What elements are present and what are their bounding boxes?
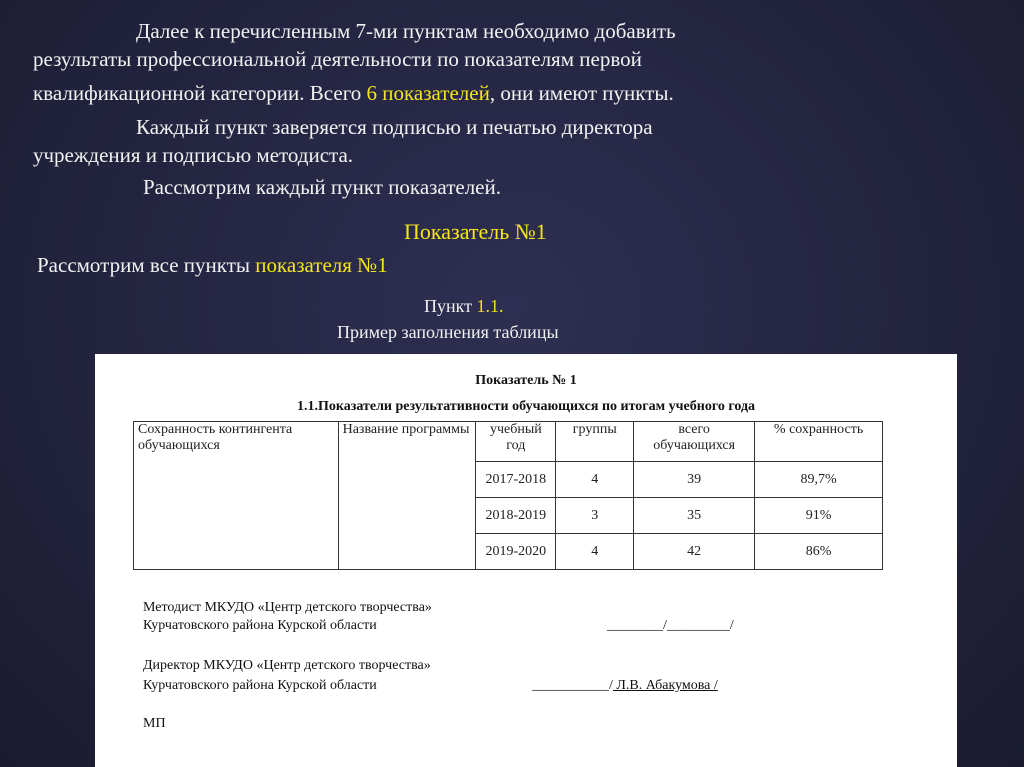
header-year: учебный год [476, 422, 556, 462]
director-signature [532, 677, 718, 695]
table-header-row [134, 422, 883, 462]
row-total: 42 [634, 534, 755, 570]
row-total: 39 [634, 462, 755, 498]
intro-line-3-end: , они имеют пункты. [489, 81, 674, 105]
row-year: 2018-2019 [476, 498, 556, 534]
row-total: 35 [634, 498, 755, 534]
row-year: 2019-2020 [476, 534, 556, 570]
intro-line-2: результаты профессиональной деятельности по показателям первой [33, 47, 642, 71]
point-number: 1.1. [476, 296, 504, 316]
document-subtitle: 1.1.Показатели результативности обучающихся по итогам учебного года [296, 399, 756, 414]
intro-line-5: учреждения и подписью методиста. [33, 143, 354, 167]
methodist-signature: ________/_________/ [607, 618, 734, 633]
indicator-heading: Показатель №1 [404, 219, 547, 244]
header-program: Название программы [338, 422, 476, 570]
row-groups: 4 [556, 462, 634, 498]
intro-line-4: Каждый пункт заверяется подписью и печатью директора [136, 115, 653, 139]
director-line-1: Директор МКУДО «Центр детского творчества» [143, 658, 431, 673]
intro-line-1: Далее к перечисленным 7-ми пунктам необходимо добавить [136, 19, 676, 43]
header-percent: % сохранность [755, 422, 883, 462]
stamp-label: МП [143, 716, 166, 731]
row-groups: 4 [556, 534, 634, 570]
subheading [37, 252, 388, 278]
methodist-line-1: Методист МКУДО «Центр детского творчества» [143, 600, 432, 615]
director-signature-name: Л.В. Абакумова / [612, 678, 718, 693]
row-year: 2017-2018 [476, 462, 556, 498]
intro-line-3 [33, 80, 674, 106]
row-percent: 86% [755, 534, 883, 570]
header-total: всего обучающихся [634, 422, 755, 462]
intro-highlight: 6 показателей [366, 81, 490, 105]
document-image [95, 354, 957, 767]
row-percent: 91% [755, 498, 883, 534]
point-label [424, 295, 504, 317]
intro-line-3-text: квалификационной категории. Всего [33, 81, 367, 105]
document-title: Показатель № 1 [475, 373, 577, 388]
director-line-2: Курчатовского района Курской области [143, 678, 377, 693]
subheading-highlight: показателя №1 [255, 253, 388, 277]
row-percent: 89,7% [755, 462, 883, 498]
header-contingent: Сохранность контингента обучающихся [134, 422, 339, 570]
header-groups: группы [556, 422, 634, 462]
methodist-line-2: Курчатовского района Курской области [143, 618, 377, 633]
performance-table [133, 421, 883, 570]
point-caption: Пример заполнения таблицы [337, 322, 559, 342]
row-groups: 3 [556, 498, 634, 534]
director-signature-blank: ___________/ [532, 678, 613, 693]
point-label-text: Пункт [424, 296, 477, 316]
subheading-text: Рассмотрим все пункты [37, 253, 256, 277]
intro-line-6: Рассмотрим каждый пункт показателей. [143, 175, 501, 199]
